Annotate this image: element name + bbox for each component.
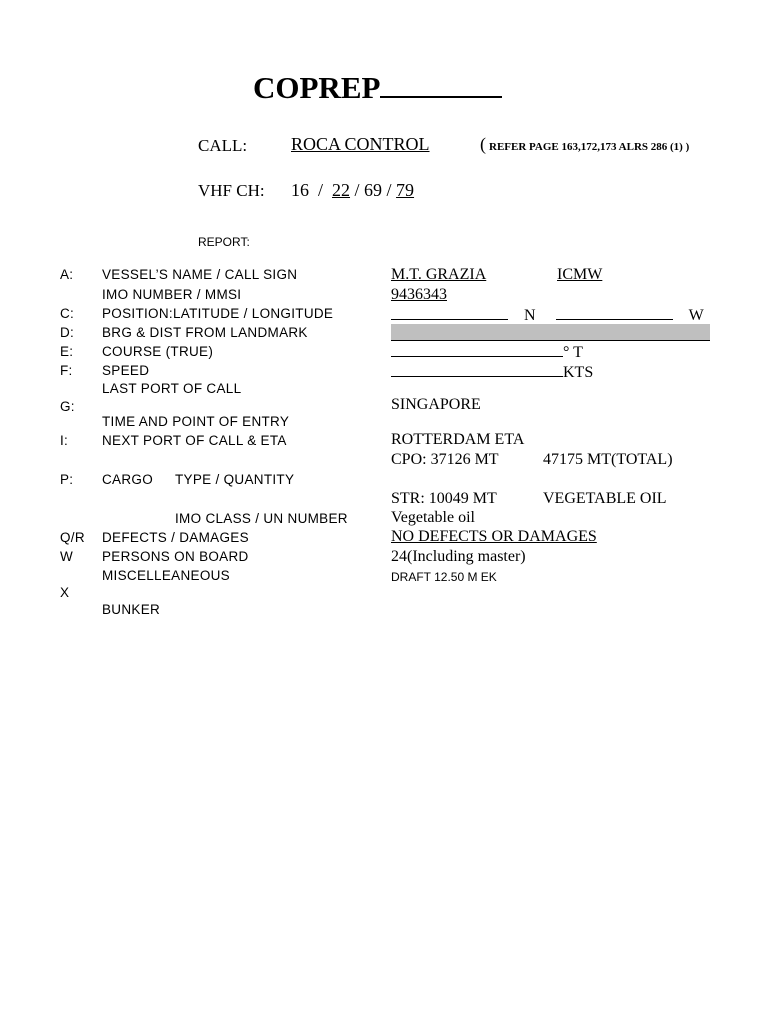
latitude-blank (391, 305, 508, 320)
code-i: I: (60, 433, 69, 448)
label-course: COURSE (TRUE) (102, 344, 214, 359)
code-d: D: (60, 325, 75, 340)
speed-suffix: KTS (563, 364, 594, 381)
code-p: P: (60, 472, 74, 487)
code-f: F: (60, 363, 73, 378)
call-station: ROCA CONTROL (291, 134, 430, 154)
call-open-paren: ( (480, 134, 486, 154)
document-title (253, 70, 502, 106)
label-position: POSITION:LATITUDE / LONGITUDE (102, 306, 334, 321)
value-last-port: SINGAPORE (391, 396, 481, 413)
value-call-sign: ICMW (557, 266, 603, 283)
vhf-sep-1: / (318, 180, 324, 200)
vhf-sep-3: / (386, 180, 392, 200)
value-cpo-total: 47175 MT(TOTAL) (543, 451, 673, 468)
vhf-ch-4: 79 (396, 180, 415, 200)
code-g: G: (60, 399, 75, 414)
label-defects: DEFECTS / DAMAGES (102, 530, 249, 545)
vhf-ch-3: 69 (364, 180, 383, 200)
label-misc: MISCELLEANEOUS (102, 568, 230, 583)
label-persons: PERSONS ON BOARD (102, 549, 249, 564)
value-next-port: ROTTERDAM ETA (391, 431, 525, 448)
label-type-quantity: TYPE / QUANTITY (175, 472, 295, 487)
code-c: C: (60, 306, 75, 321)
value-speed (391, 362, 593, 382)
value-defects: NO DEFECTS OR DAMAGES (391, 528, 597, 545)
label-cargo: CARGO (102, 472, 154, 487)
speed-blank (391, 362, 563, 377)
code-a: A: (60, 267, 74, 282)
code-x: X (60, 585, 70, 600)
label-speed: SPEED (102, 363, 150, 378)
label-time-entry: TIME AND POINT OF ENTRY (102, 414, 290, 429)
value-imo-number: 9436343 (391, 286, 447, 303)
course-suffix: ° T (563, 344, 583, 361)
call-label: CALL: (198, 136, 248, 155)
longitude-blank (556, 305, 673, 320)
label-imo-class: IMO CLASS / UN NUMBER (175, 511, 348, 526)
value-vessel-name: M.T. GRAZIA (391, 266, 487, 283)
label-next-port: NEXT PORT OF CALL & ETA (102, 433, 287, 448)
code-qr: Q/R (60, 530, 85, 545)
label-imo-number: IMO NUMBER / MMSI (102, 287, 242, 302)
label-bunker: BUNKER (102, 602, 161, 617)
value-misc: DRAFT 12.50 M EK (391, 570, 497, 584)
longitude-suffix: W (688, 307, 704, 324)
label-brg-dist: BRG & DIST FROM LANDMARK (102, 325, 308, 340)
vhf-sep-2: / (354, 180, 360, 200)
latitude-suffix: N (524, 307, 536, 324)
value-str-quantity: STR: 10049 MT (391, 490, 497, 507)
course-blank (391, 342, 563, 357)
value-position (391, 305, 704, 325)
vhf-ch-1: 16 (291, 180, 309, 200)
value-imo-class: Vegetable oil (391, 509, 475, 526)
label-last-port: LAST PORT OF CALL (102, 381, 242, 396)
vhf-channels (291, 180, 414, 201)
call-reference: REFER PAGE 163,172,173 ALRS 286 (1) ) (489, 141, 690, 153)
brg-dist-field (391, 324, 710, 341)
title-text: COPREP (253, 70, 381, 105)
label-vessel-name: VESSEL’S NAME / CALL SIGN (102, 267, 298, 282)
title-underline (380, 70, 502, 98)
value-cpo-quantity: CPO: 37126 MT (391, 451, 499, 468)
value-persons: 24(Including master) (391, 548, 526, 565)
code-e: E: (60, 344, 74, 359)
report-label: REPORT: (198, 235, 250, 249)
code-w: W (60, 549, 74, 564)
vhf-label: VHF CH: (198, 181, 265, 200)
value-str-type: VEGETABLE OIL (543, 490, 667, 507)
value-course (391, 342, 583, 362)
vhf-ch-2: 22 (332, 180, 351, 200)
